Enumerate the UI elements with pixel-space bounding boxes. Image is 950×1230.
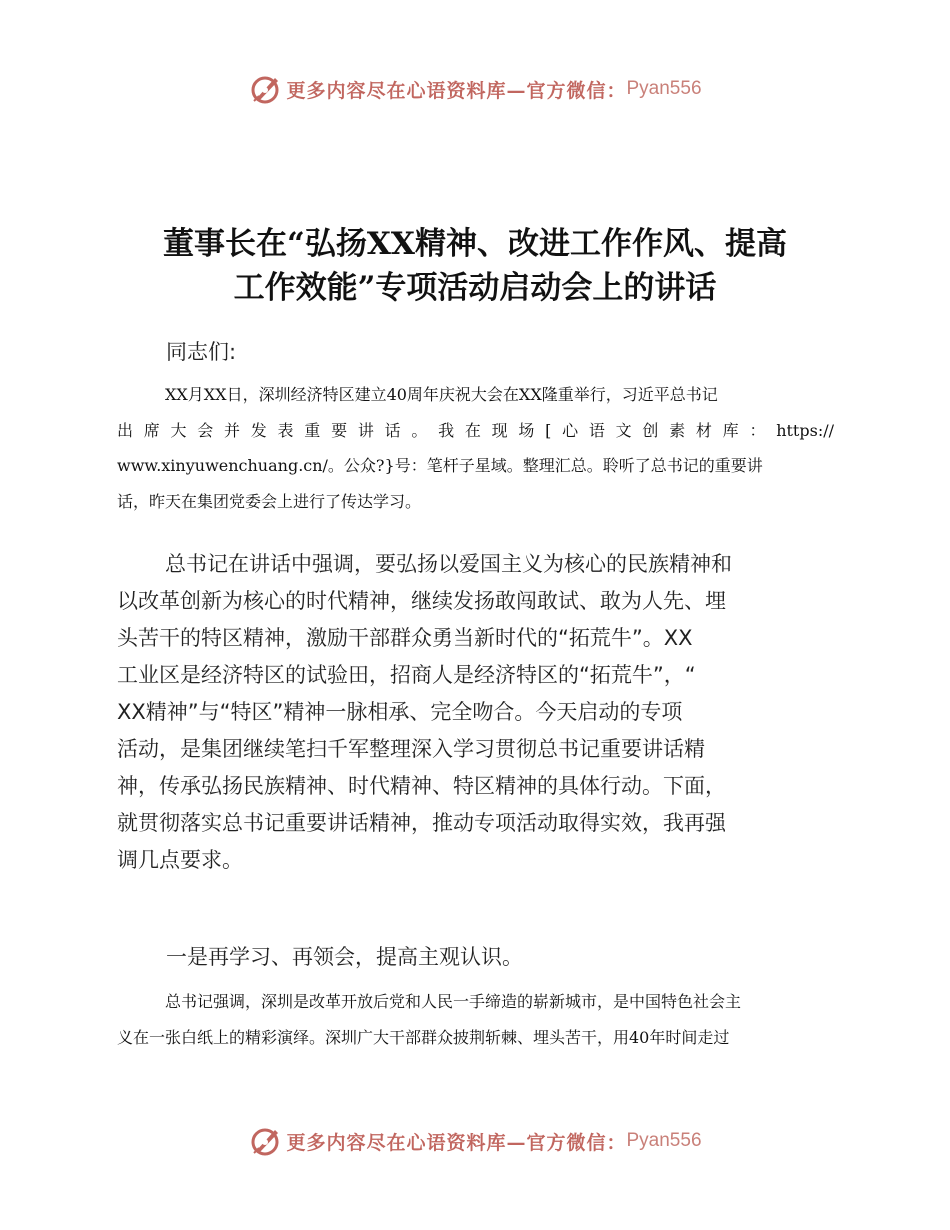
banner-wechat-id: Pyan556 [626, 78, 702, 99]
quill-pen-logo-icon [248, 72, 282, 106]
paragraph-2-line: 神，传承弘扬民族精神、时代精神、特区精神的具体行动。下面， [117, 774, 726, 798]
header-banner [0, 69, 950, 109]
banner-text: 更多内容尽在心语资料库—官方微信： [286, 1131, 627, 1154]
paragraph-2-line: 就贯彻落实总书记重要讲话精神，推动专项活动取得实效，我再强 [117, 811, 726, 835]
paragraph-1 [117, 377, 834, 519]
salutation: 同志们: [166, 340, 237, 364]
paragraph-3-line: 义在一张白纸上的精彩演绎。深圳广大干部群众披荆斩棘、埋头苦干，用40年时间走过 [117, 1027, 730, 1047]
paragraph-2-line: 工业区是经济特区的试验田，招商人是经济特区的“拓荒牛”，“ [117, 663, 696, 687]
paragraph-2-line: XX精神”与“特区”精神一脉相承、完全吻合。今天启动的专项 [117, 700, 683, 724]
paragraph-1-line: 出席大会并发表重要讲话。我在现场[心语文创素材库：https:// [117, 420, 834, 440]
paragraph-2 [117, 546, 834, 879]
section-heading-1: 一是再学习、再领会，提高主观认识。 [166, 945, 523, 969]
paragraph-2-line: 以改革创新为核心的时代精神，继续发扬敢闯敢试、敢为人先、埋 [117, 589, 726, 613]
paragraph-3 [117, 984, 834, 1055]
paragraph-2-line: 头苦干的特区精神，激励干部群众勇当新时代的“拓荒牛”。XX [117, 626, 693, 650]
document-title [110, 222, 840, 310]
paragraph-3-line: 总书记强调，深圳是改革开放后党和人民一手缔造的崭新城市，是中国特色社会主 [165, 992, 742, 1011]
footer-banner [0, 1121, 950, 1161]
paragraph-2-line: 调几点要求。 [117, 848, 243, 872]
paragraph-1-line: 话，昨天在集团党委会上进行了传达学习。 [117, 491, 422, 511]
paragraph-2-line: 活动，是集团继续笔扫千军整理深入学习贯彻总书记重要讲话精 [117, 737, 705, 761]
paragraph-1-line: XX月XX日，深圳经济特区建立40周年庆祝大会在XX隆重举行，习近平总书记 [165, 385, 718, 404]
paragraph-1-line: www.xinyuwenchuang.cn/。公众?}号：笔杆子星域。整理汇总。聆听了总书记的重要讲 [117, 456, 763, 475]
quill-pen-logo-icon [248, 1124, 282, 1158]
title-line-2: 工作效能”专项活动启动会上的讲话 [233, 270, 717, 306]
title-line-1: 董事长在“弘扬XX精神、改进工作作风、提高 [163, 226, 787, 262]
banner-wechat-id: Pyan556 [626, 1130, 702, 1151]
banner-text: 更多内容尽在心语资料库—官方微信： [286, 79, 627, 102]
paragraph-2-line: 总书记在讲话中强调，要弘扬以爱国主义为核心的民族精神和 [165, 552, 732, 576]
